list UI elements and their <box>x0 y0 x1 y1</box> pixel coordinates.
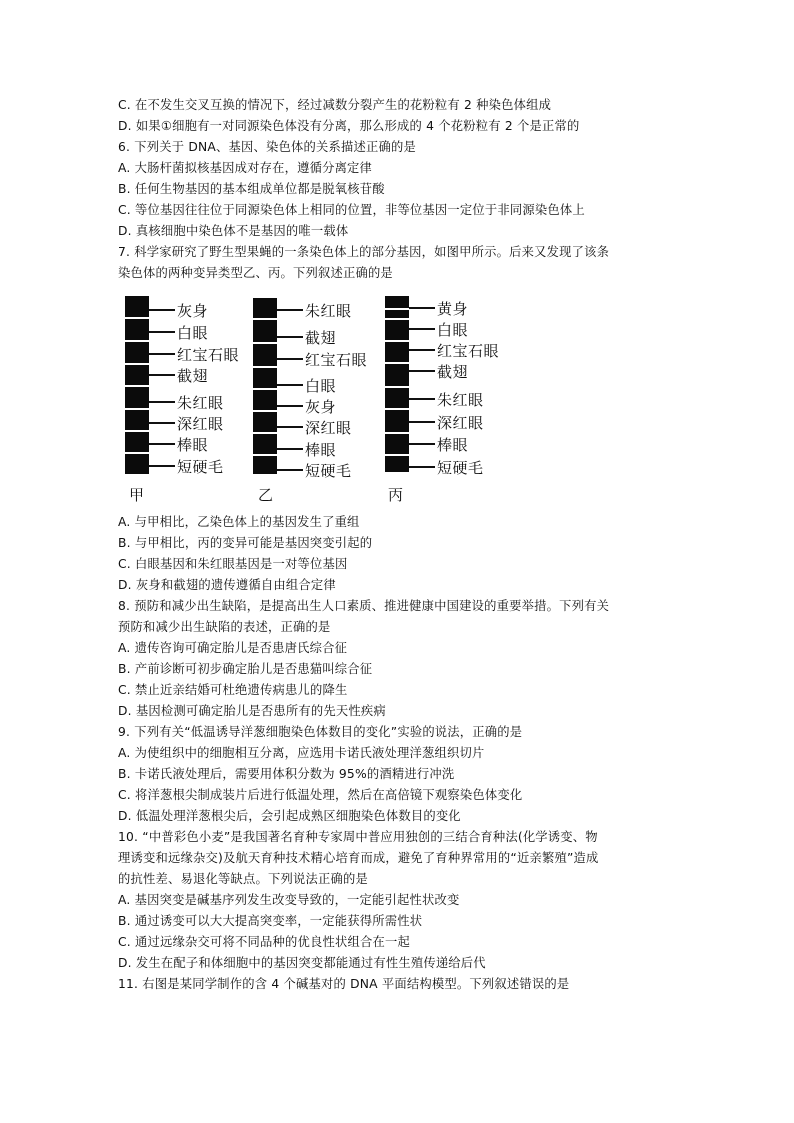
gene-label: 棒眼 <box>149 434 208 454</box>
gene-label: 红宝石眼 <box>277 349 367 369</box>
text-line: C. 通过远缘杂交可将不同品种的优良性状组合在一起 <box>118 935 410 949</box>
text-line: C. 等位基因往往位于同源染色体上相同的位置，非等位基因一定位于非同源染色体上 <box>118 203 585 217</box>
text-line: A. 为使组织中的细胞相互分离，应选用卡诺氏液处理洋葱组织切片 <box>118 746 485 760</box>
text-line: 预防和减少出生缺陷的表述，正确的是 <box>118 620 331 634</box>
text-line: B. 通过诱变可以大大提高突变率，一定能获得所需性状 <box>118 914 423 928</box>
gene-label: 红宝石眼 <box>149 344 239 364</box>
text-line: 9. 下列有关“低温诱导洋葱细胞染色体数目的变化”实验的说法，正确的是 <box>118 725 523 739</box>
text-line: 的抗性差、易退化等缺点。下列说法正确的是 <box>118 872 368 886</box>
gene-label: 短硬毛 <box>149 456 224 476</box>
text-line: B. 产前诊断可初步确定胎儿是否患猫叫综合征 <box>118 662 373 676</box>
gene-label: 截翅 <box>409 361 468 381</box>
text-line: 7. 科学家研究了野生型果蝇的一条染色体上的部分基因，如图甲所示。后来又发现了该条 <box>118 245 610 259</box>
text-line: 10. “中普彩色小麦”是我国著名育种专家周中普应用独创的三结合育种法(化学诱变、物 <box>118 830 598 844</box>
gene-label: 白眼 <box>277 375 336 395</box>
text-line: B. 卡诺氏液处理后，需要用体积分数为 95%的酒精进行冲洗 <box>118 767 455 781</box>
text-line: D. 如果①细胞有一对同源染色体没有分离，那么形成的 4 个花粉粒有 2 个是正常的 <box>118 119 580 133</box>
text-line: C. 禁止近亲结婚可杜绝遗传病患儿的降生 <box>118 683 348 697</box>
text-line: D. 灰身和截翅的遗传遵循自由组合定律 <box>118 578 336 592</box>
text-line: B. 与甲相比，丙的变异可能是基因突变引起的 <box>118 536 373 550</box>
gene-label: 朱红眼 <box>409 389 484 409</box>
text-line: C. 白眼基因和朱红眼基因是一对等位基因 <box>118 557 348 571</box>
text-line: 染色体的两种变异类型乙、丙。下列叙述正确的是 <box>118 266 393 280</box>
gene-label: 朱红眼 <box>277 300 352 320</box>
chromosome-bar <box>385 296 409 472</box>
chromosome-label: 甲 <box>129 486 145 504</box>
text-line: 8. 预防和减少出生缺陷，是提高出生人口素质、推进健康中国建设的重要举措。下列有关 <box>118 599 610 613</box>
gene-label: 红宝石眼 <box>409 340 499 360</box>
gene-label: 深红眼 <box>149 413 224 433</box>
text-line: 6. 下列关于 DNA、基因、染色体的关系描述正确的是 <box>118 140 416 154</box>
gene-label: 深红眼 <box>409 412 484 432</box>
text-line: D. 发生在配子和体细胞中的基因突变都能通过有性生殖传递给后代 <box>118 956 486 970</box>
gene-label: 白眼 <box>149 322 208 342</box>
text-line: A. 与甲相比，乙染色体上的基因发生了重组 <box>118 515 360 529</box>
text-line: D. 低温处理洋葱根尖后，会引起成熟区细胞染色体数目的变化 <box>118 809 461 823</box>
gene-label: 截翅 <box>149 365 208 385</box>
gene-label: 棒眼 <box>409 434 468 454</box>
gene-label: 朱红眼 <box>149 392 224 412</box>
chromosome-yi <box>253 296 403 486</box>
gene-label: 深红眼 <box>277 417 352 437</box>
gene-label: 棒眼 <box>277 439 336 459</box>
gene-label: 黄身 <box>409 298 468 318</box>
text-line: C. 将洋葱根尖制成装片后进行低温处理，然后在高倍镜下观察染色体变化 <box>118 788 523 802</box>
text-line: A. 基因突变是碱基序列发生改变导致的，一定能引起性状改变 <box>118 893 460 907</box>
text-line: D. 真核细胞中染色体不是基因的唯一载体 <box>118 224 349 238</box>
chromosome-bar <box>253 298 277 474</box>
gene-label: 灰身 <box>149 300 208 320</box>
text-line: B. 任何生物基因的基本组成单位都是脱氧核苷酸 <box>118 182 385 196</box>
text-line: D. 基因检测可确定胎儿是否患所有的先天性疾病 <box>118 704 386 718</box>
gene-label: 短硬毛 <box>409 457 484 477</box>
chromosome-label: 乙 <box>258 486 274 504</box>
gene-label: 灰身 <box>277 396 336 416</box>
chromosome-label: 丙 <box>388 486 404 504</box>
text-line: C. 在不发生交叉互换的情况下，经过减数分裂产生的花粉粒有 2 种染色体组成 <box>118 98 552 112</box>
text-line: A. 大肠杆菌拟核基因成对存在，遵循分离定律 <box>118 161 373 175</box>
chromosome-bing <box>385 296 535 486</box>
gene-label: 短硬毛 <box>277 460 352 480</box>
gene-label: 白眼 <box>409 319 468 339</box>
text-line: 理诱变和远缘杂交)及航天育种技术精心培育而成，避免了育种界常用的“近亲繁殖”造成 <box>118 851 599 865</box>
text-line: 11. 右图是某同学制作的含 4 个碱基对的 DNA 平面结构模型。下列叙述错误的是 <box>118 977 570 991</box>
gene-label: 截翅 <box>277 327 336 347</box>
text-line: A. 遗传咨询可确定胎儿是否患唐氏综合征 <box>118 641 348 655</box>
